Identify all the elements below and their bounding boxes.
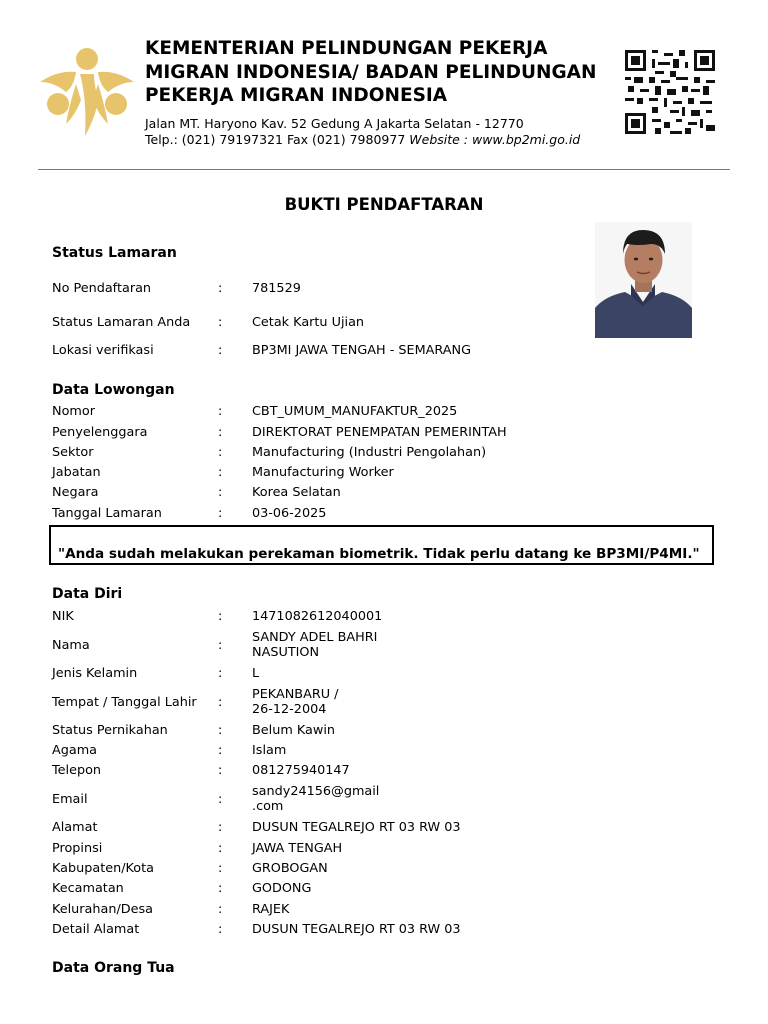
field-separator: : bbox=[218, 841, 223, 856]
field-label: Email bbox=[52, 792, 88, 807]
field-value: Manufacturing (Industri Pengolahan) bbox=[252, 445, 487, 460]
field-separator: : bbox=[218, 343, 223, 358]
org-title-line: MIGRAN INDONESIA/ BADAN PELINDUNGAN bbox=[145, 61, 597, 83]
field-row bbox=[52, 881, 732, 901]
field-value: BP3MI JAWA TENGAH - SEMARANG bbox=[252, 343, 472, 358]
field-separator: : bbox=[218, 792, 223, 807]
field-separator: : bbox=[218, 902, 223, 917]
field-label: Sektor bbox=[52, 445, 94, 460]
field-value: 1471082612040001 bbox=[252, 609, 383, 624]
field-row bbox=[52, 343, 732, 363]
field-separator: : bbox=[218, 666, 223, 681]
field-label: Agama bbox=[52, 743, 98, 758]
section-heading-orang-tua: Data Orang Tua bbox=[52, 960, 175, 976]
field-row bbox=[52, 315, 732, 335]
field-separator: : bbox=[218, 609, 223, 624]
field-separator: : bbox=[218, 881, 223, 896]
field-row bbox=[52, 445, 732, 465]
field-row bbox=[52, 723, 732, 743]
field-value: JAWA TENGAH bbox=[252, 841, 343, 856]
field-row bbox=[52, 465, 732, 485]
field-row bbox=[52, 861, 732, 881]
field-row bbox=[52, 609, 732, 629]
field-label: Jabatan bbox=[52, 465, 101, 480]
qr-code-icon bbox=[625, 50, 715, 134]
biometric-notice-box bbox=[49, 525, 714, 565]
field-row bbox=[52, 902, 732, 922]
field-value: DIREKTORAT PENEMPATAN PEMERINTAH bbox=[252, 425, 507, 440]
field-row bbox=[52, 687, 732, 717]
field-row bbox=[52, 281, 732, 301]
field-separator: : bbox=[218, 281, 223, 296]
field-label: Tanggal Lamaran bbox=[52, 506, 162, 521]
field-label: Nomor bbox=[52, 404, 95, 419]
website: Website : www.bp2mi.go.id bbox=[409, 131, 581, 147]
org-title-line: PEKERJA MIGRAN INDONESIA bbox=[145, 85, 448, 106]
field-separator: : bbox=[218, 763, 223, 778]
field-row bbox=[52, 630, 732, 660]
field-label: Jenis Kelamin bbox=[52, 666, 138, 681]
field-value: Korea Selatan bbox=[252, 485, 341, 500]
field-separator: : bbox=[218, 485, 223, 500]
field-label: Kecamatan bbox=[52, 881, 124, 896]
field-row bbox=[52, 666, 732, 686]
field-row bbox=[52, 485, 732, 505]
field-label: Kabupaten/Kota bbox=[52, 861, 154, 876]
field-label: Status Pernikahan bbox=[52, 723, 168, 738]
field-value: GROBOGAN bbox=[252, 861, 328, 876]
field-value: CBT_UMUM_MANUFAKTUR_2025 bbox=[252, 404, 458, 419]
field-separator: : bbox=[218, 506, 223, 521]
field-separator: : bbox=[218, 922, 223, 937]
field-label: Telepon bbox=[52, 763, 102, 778]
address-line: Jalan MT. Haryono Kav. 52 Gedung A Jakarta Selatan - 12770 bbox=[145, 116, 524, 131]
field-row bbox=[52, 743, 732, 763]
field-row bbox=[52, 404, 732, 424]
field-label: Kelurahan/Desa bbox=[52, 902, 154, 917]
field-value: Cetak Kartu Ujian bbox=[252, 315, 365, 330]
field-separator: : bbox=[218, 425, 223, 440]
field-separator: : bbox=[218, 820, 223, 835]
section-heading-diri: Data Diri bbox=[52, 586, 123, 602]
field-row bbox=[52, 820, 732, 840]
field-value: Belum Kawin bbox=[252, 723, 335, 738]
field-separator: : bbox=[218, 404, 223, 419]
field-value: PEKANBARU / 26-12-2004 bbox=[252, 687, 339, 717]
field-label: Detail Alamat bbox=[52, 922, 140, 937]
field-label: Tempat / Tanggal Lahir bbox=[52, 695, 197, 710]
field-value: Manufacturing Worker bbox=[252, 465, 394, 480]
field-separator: : bbox=[218, 638, 223, 653]
field-value: sandy24156@gmail .com bbox=[252, 784, 380, 814]
field-label: Propinsi bbox=[52, 841, 103, 856]
field-row bbox=[52, 922, 732, 942]
field-value: DUSUN TEGALREJO RT 03 RW 03 bbox=[252, 922, 461, 937]
field-row bbox=[52, 506, 732, 526]
field-label: Nama bbox=[52, 638, 90, 653]
field-label: Status Lamaran Anda bbox=[52, 315, 191, 330]
field-value: 781529 bbox=[252, 281, 301, 296]
field-value: 081275940147 bbox=[252, 763, 350, 778]
field-row bbox=[52, 763, 732, 783]
field-row bbox=[52, 784, 732, 814]
field-value: L bbox=[252, 666, 260, 681]
field-value: DUSUN TEGALREJO RT 03 RW 03 bbox=[252, 820, 461, 835]
field-label: No Pendaftaran bbox=[52, 281, 152, 296]
phone-fax: Telp.: (021) 79197321 Fax (021) 7980977 bbox=[145, 131, 410, 147]
contact-line bbox=[145, 132, 580, 148]
field-label: Alamat bbox=[52, 820, 98, 835]
field-value: 03-06-2025 bbox=[252, 506, 327, 521]
field-label: NIK bbox=[52, 609, 74, 624]
field-value: SANDY ADEL BAHRI NASUTION bbox=[252, 630, 378, 660]
organization-title bbox=[145, 37, 615, 108]
field-value: RAJEK bbox=[252, 902, 290, 917]
header-divider bbox=[38, 169, 730, 170]
field-value: GODONG bbox=[252, 881, 312, 896]
bp2mi-logo-icon bbox=[36, 44, 138, 140]
organization-address bbox=[145, 116, 580, 147]
org-title-line: KEMENTERIAN PELINDUNGAN PEKERJA bbox=[145, 38, 548, 59]
field-separator: : bbox=[218, 465, 223, 480]
biometric-notice-text: "Anda sudah melakukan perekaman biometrik. Tidak perlu datang ke BP3MI/P4MI." bbox=[58, 546, 700, 562]
section-heading-status: Status Lamaran bbox=[52, 245, 177, 261]
field-label: Negara bbox=[52, 485, 99, 500]
field-value: Islam bbox=[252, 743, 287, 758]
field-separator: : bbox=[218, 861, 223, 876]
document-title: BUKTI PENDAFTARAN bbox=[284, 195, 484, 214]
field-separator: : bbox=[218, 695, 223, 710]
field-separator: : bbox=[218, 315, 223, 330]
field-separator: : bbox=[218, 445, 223, 460]
field-separator: : bbox=[218, 743, 223, 758]
section-heading-lowongan: Data Lowongan bbox=[52, 382, 175, 398]
field-label: Penyelenggara bbox=[52, 425, 148, 440]
field-row bbox=[52, 425, 732, 445]
field-row bbox=[52, 841, 732, 861]
field-separator: : bbox=[218, 723, 223, 738]
field-label: Lokasi verifikasi bbox=[52, 343, 154, 358]
